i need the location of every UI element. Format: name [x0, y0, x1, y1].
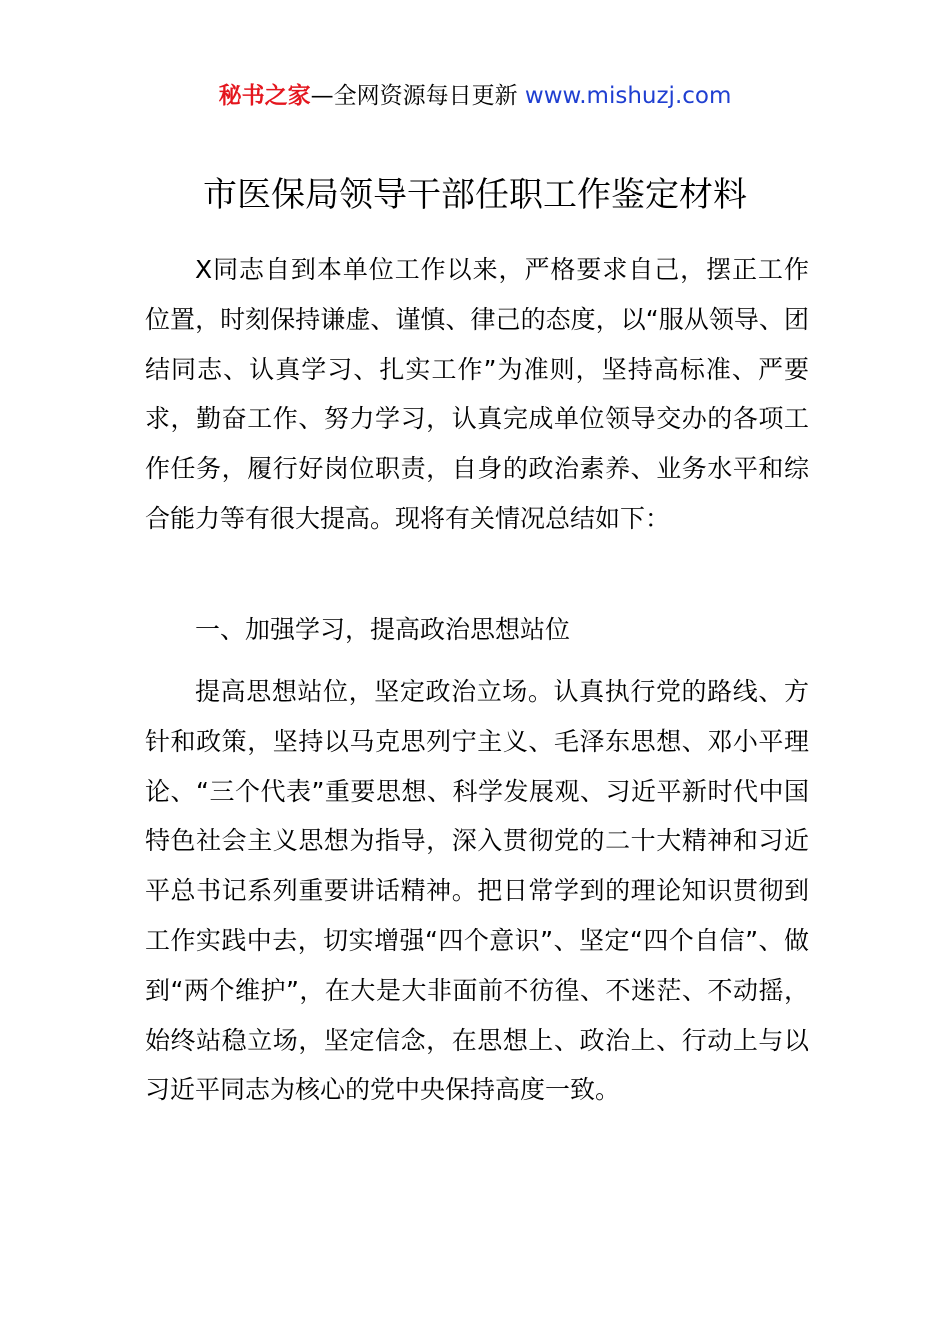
section-paragraph: 提高思想站位，坚定政治立场。认真执行党的路线、方针和政策，坚持以马克思列宁主义、毛泽东思想、邓小平理论、“三个代表”重要思想、科学发展观、习近平新时代中国特色社会主义思想为指导，深入贯彻党的二十大精神和习近平总书记系列重要讲话精神。把日常学到的理论知识贯彻到工作实践中去，切实增强“四个意识”、坚定“四个自信”、做到“两个维护”，在大是大非面前不彷徨、不迷茫、不动摇，始终站稳立场，坚定信念，在思想上、政治上、行动上与以习近平同志为核心的党中央保持高度一致。 [145, 677, 809, 1105]
site-tagline: —全网资源每日更新 [310, 83, 525, 109]
site-url-link[interactable]: www.mishuzj.com [524, 83, 732, 109]
document-title: 市医保局领导干部任职工作鉴定材料 [203, 175, 747, 215]
site-header [0, 80, 950, 112]
section-heading: 一、加强学习，提高政治思想站位 [195, 615, 571, 644]
site-brand: 秘书之家 [218, 83, 311, 109]
intro-paragraph: X同志自到本单位工作以来，严格要求自己，摆正工作位置，时刻保持谦虚、谨慎、律己的态度，以“服从领导、团结同志、认真学习、扎实工作”为准则，坚持高标准、严要求，勤奋工作、努力学习，认真完成单位领导交办的各项工作任务，履行好岗位职责，自身的政治素养、业务水平和综合能力等有很大提高。现将有关情况总结如下： [145, 255, 809, 533]
